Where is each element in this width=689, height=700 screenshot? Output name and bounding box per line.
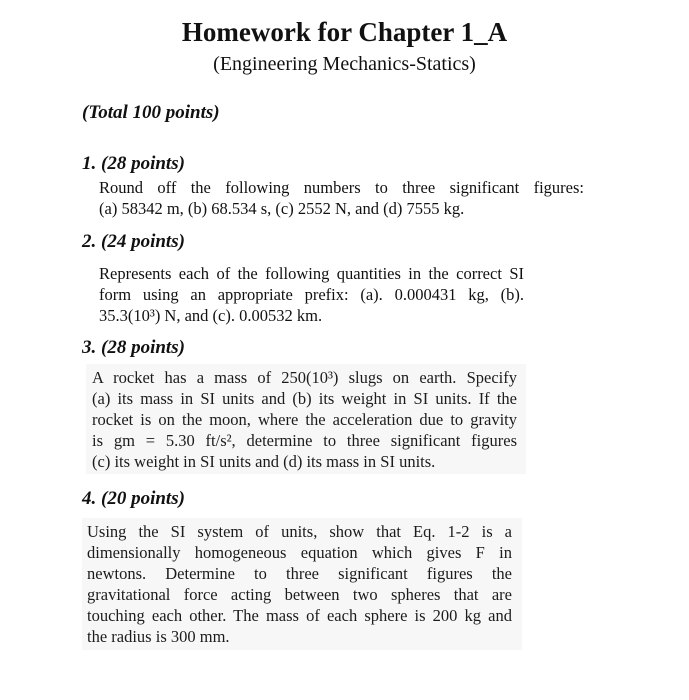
- question-3-points: (28 points): [101, 337, 185, 358]
- question-4-line-2: dimensionally homogeneous equation which gives F in: [87, 543, 512, 562]
- question-2-points: (24 points): [101, 231, 185, 252]
- question-4-number: 4.: [82, 488, 97, 509]
- question-2-line-1: Represents each of the following quantities in the correct SI: [99, 264, 524, 283]
- question-2-text: [99, 263, 524, 326]
- question-1-heading: [82, 153, 185, 175]
- question-4-line-4: gravitational force acting between two spheres that are: [87, 585, 512, 604]
- question-1-text: [99, 177, 584, 219]
- question-2-line-3: 35.3(10³) N, and (c). 0.00532 km.: [99, 306, 323, 325]
- page-subtitle: (Engineering Mechanics-Statics): [213, 53, 476, 75]
- question-3-line-5: (c) its weight in SI units and (d) its mass in SI units.: [92, 452, 436, 471]
- question-4-text: [87, 521, 512, 647]
- question-3-number: 3.: [82, 337, 97, 358]
- question-4-line-5: touching each other. The mass of each sphere is 200 kg and: [87, 606, 512, 625]
- question-4-line-1: Using the SI system of units, show that Eq. 1-2 is a: [87, 522, 512, 541]
- question-2-line-2: form using an appropriate prefix: (a). 0.000431 kg, (b).: [99, 285, 524, 304]
- question-1-line-2: (a) 58342 m, (b) 68.534 s, (c) 2552 N, and (d) 7555 kg.: [99, 199, 465, 218]
- question-3-text: [92, 367, 517, 472]
- question-2-heading: [82, 231, 185, 253]
- question-4-line-3: newtons. Determine to three significant figures the: [87, 564, 512, 583]
- question-4-points: (20 points): [101, 488, 185, 509]
- question-1-line-1: Round off the following numbers to three significant figures:: [99, 178, 584, 197]
- page-title: Homework for Chapter 1_A: [181, 17, 508, 47]
- question-3-line-3: rocket is on the moon, where the acceleration due to gravity: [92, 410, 517, 429]
- question-3-heading: [82, 337, 185, 359]
- question-3-line-2: (a) its mass in SI units and (b) its weight in SI units. If the: [92, 389, 517, 408]
- question-1-points: (28 points): [101, 153, 185, 174]
- question-2-number: 2.: [82, 231, 97, 252]
- total-points: (Total 100 points): [82, 102, 220, 123]
- question-4-heading: [82, 488, 185, 510]
- question-3-line-4: is gm = 5.30 ft/s², determine to three significant figures: [92, 431, 517, 450]
- question-1-number: 1.: [82, 153, 97, 174]
- question-4-line-6: the radius is 300 mm.: [87, 627, 230, 646]
- question-3-line-1: A rocket has a mass of 250(10³) slugs on earth. Specify: [92, 368, 517, 387]
